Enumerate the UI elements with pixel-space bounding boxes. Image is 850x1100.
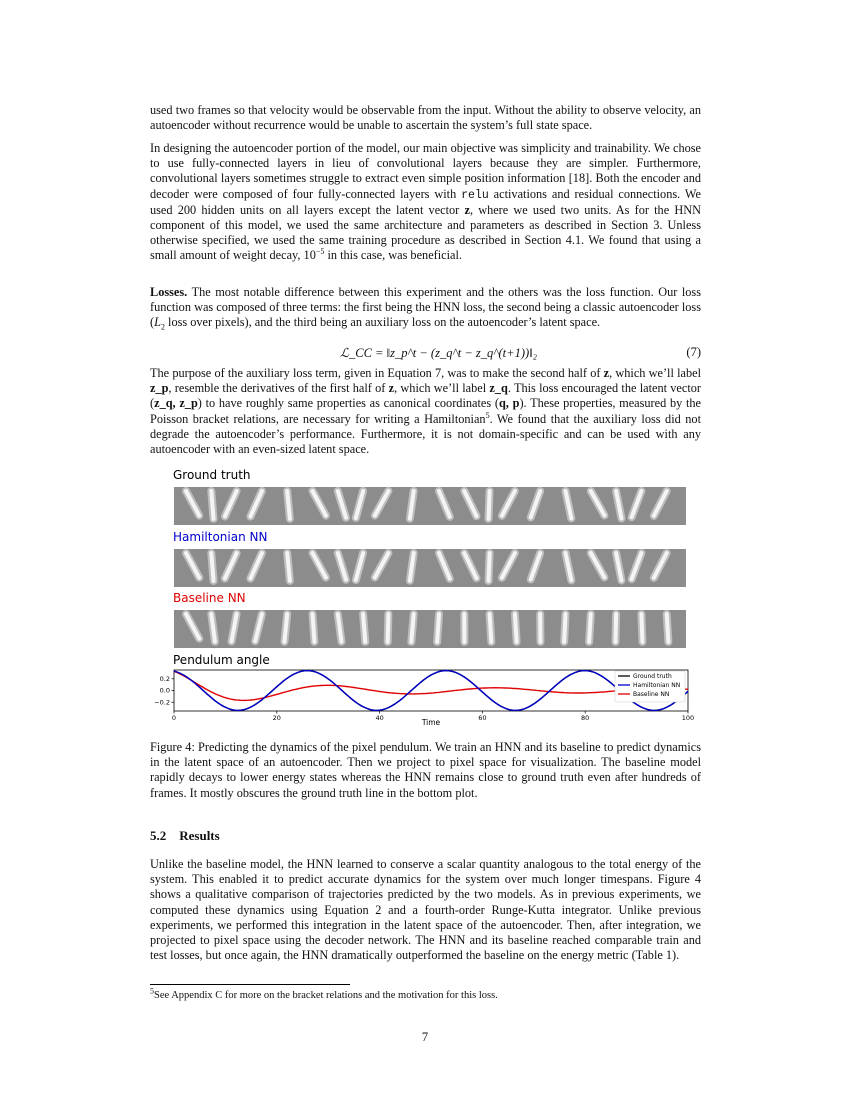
pendulum-rod bbox=[489, 491, 490, 519]
label-ground-truth: Ground truth bbox=[173, 468, 251, 482]
pendulum-rod bbox=[313, 614, 315, 642]
x-tick-label: 0 bbox=[171, 714, 177, 722]
legend-entry: Ground truth bbox=[633, 673, 672, 680]
losses-heading: Losses. bbox=[150, 285, 188, 299]
code-relu: relu bbox=[461, 188, 489, 202]
paragraph-auxiliary-loss: The purpose of the auxiliary loss term, given in Equation 7, was to make the second half of z, which we’ll label z_p, resemble the derivatives of the first half of z, which we’ll label z_q. This loss encouraged the latent vector (z_q, z_p) to have roughly same properties as canonical coordinates (q, p). These properties, measured by the Poisson bracket relations, are necessary for writing a Hamiltonian$^5$. We found that the auxiliary loss did not degrade the autoencoder’s performance. Furthermore, it is not domain-specific and can be used with any autoencoder with an even-sized latent space. bbox=[150, 366, 702, 457]
paragraph-autoencoder-design: In designing the autoencoder portion of the model, our main objective was simplicity and trainability. We chose to use fully-connected layers in lieu of convolutional layers because they are simpler. Furthermore, convolutional layers sometimes struggle to extract even simple position information [18]. Both the encoder and decoder were composed of four fully-connected layers with relu activations and residual connections. We used 200 hidden units on all layers except the latent vector z, where we used two units. As for the HNN component of this model, we used the same architecture and parameters as described in Section 3. Unless otherwise specified, we used the same training procedure as described in Section 4.1. We found that using a small amount of weight decay, $10^{-5}$ in this case, was beneficial. bbox=[150, 141, 701, 263]
series-line-hamiltonian-nn bbox=[174, 671, 688, 711]
pendulum-strip-baseline-nn bbox=[174, 610, 686, 648]
x-tick-label: 80 bbox=[581, 714, 590, 722]
equation-formula: ℒ_CC = ‖z_p^t − (z_q^t − z_q^(t+1))‖₂ bbox=[340, 346, 538, 360]
pendulum-rod bbox=[591, 553, 605, 577]
pendulum-rod bbox=[375, 553, 389, 577]
label-hamiltonian-nn: Hamiltonian NN bbox=[173, 530, 268, 544]
y-tick-label: 0.0 bbox=[159, 686, 170, 695]
pendulum-rod bbox=[437, 614, 439, 642]
pendulum-rod bbox=[313, 491, 326, 516]
label-baseline-nn: Baseline NN bbox=[173, 591, 246, 605]
series-line-ground-truth bbox=[174, 671, 688, 711]
paragraph-intro: used two frames so that velocity would be observable from the input. Without the ability to observe velocity, an autoencoder without recurrence would be unable to ascertain the system’s full state space. bbox=[150, 103, 701, 133]
pendulum-rod bbox=[667, 614, 669, 642]
pendulum-rod bbox=[641, 614, 642, 642]
pendulum-rod bbox=[411, 614, 413, 642]
page-number: 7 bbox=[421, 1030, 429, 1044]
pendulum-rod bbox=[502, 491, 515, 516]
pendulum-rod bbox=[186, 614, 199, 639]
footnote-rule bbox=[150, 984, 350, 985]
equation-number: (7) bbox=[686, 345, 701, 359]
figure-caption: Figure 4: Predicting the dynamics of the pixel pendulum. We train an HNN and its baseline to predict dynamics in the latent space of an autoencoder. Then we project to pixel space for visualization. The baseline model rapidly decays to lower energy states whereas the HNN remains close to ground truth even after hundreds of frames. It mostly obscures the ground truth line in the bottom plot. bbox=[150, 740, 701, 800]
pendulum-rod bbox=[186, 491, 199, 516]
x-tick-label: 100 bbox=[681, 714, 695, 722]
footnote: $^5$See Appendix C for more on the bracket relations and the motivation for this loss. bbox=[150, 986, 498, 1001]
pendulum-angle-plot bbox=[150, 667, 710, 729]
frames-hamiltonian-nn bbox=[174, 549, 686, 587]
pendulum-rod bbox=[211, 491, 213, 519]
plot-title: Pendulum angle bbox=[173, 653, 270, 667]
section-heading: 5.2 Results bbox=[150, 828, 220, 843]
legend-entry: Baseline NN bbox=[633, 691, 670, 698]
pendulum-rod bbox=[515, 614, 517, 642]
pendulum-rod bbox=[502, 553, 515, 578]
y-tick-label: −0.2 bbox=[154, 698, 170, 707]
pendulum-rod bbox=[616, 614, 617, 642]
pendulum-rod bbox=[591, 491, 605, 515]
frames-ground-truth bbox=[174, 487, 686, 525]
pendulum-rod bbox=[490, 614, 492, 642]
pendulum-rod bbox=[284, 614, 287, 642]
pendulum-rod bbox=[186, 553, 199, 578]
pendulum-strip-hamiltonian-nn bbox=[174, 549, 686, 587]
x-tick-label: 60 bbox=[478, 714, 487, 722]
plot-frame bbox=[174, 670, 688, 711]
pendulum-rod bbox=[287, 491, 290, 519]
pendulum-rod bbox=[589, 614, 591, 642]
legend-entry: Hamiltonian NN bbox=[633, 682, 681, 689]
pendulum-strip-ground-truth bbox=[174, 487, 686, 525]
equation-7 bbox=[150, 343, 701, 363]
pendulum-rod bbox=[375, 491, 389, 515]
pendulum-rod bbox=[287, 553, 290, 581]
pendulum-rod bbox=[564, 614, 565, 642]
pendulum-rod bbox=[489, 553, 490, 581]
x-axis-label: Time bbox=[421, 718, 441, 727]
latent-z: z bbox=[464, 202, 470, 217]
paragraph-losses: Losses. The most notable difference between this experiment and the others was the loss function. Our loss function was composed of three terms: the first being the HNN loss, the second being a classic autoencoder loss ($L_2$ loss over pixels), and the third being an auxiliary loss on the autoencoder’s latent space. bbox=[150, 285, 701, 332]
x-tick-label: 20 bbox=[272, 714, 281, 722]
pendulum-rod bbox=[363, 614, 365, 642]
pendulum-rod bbox=[313, 553, 326, 578]
y-tick-label: 0.2 bbox=[159, 674, 170, 683]
x-tick-label: 40 bbox=[375, 714, 384, 722]
paragraph-results: Unlike the baseline model, the HNN learned to conserve a scalar quantity analogous to the total energy of the system. This enabled it to predict accurate dynamics for the system over much longer timespans. Figure 4 shows a qualitative comparison of trajectories predicted by the two models. As in previous experiments, we computed these dynamics using Equation 2 and a fourth-order Runge-Kutta integrator. Unlike previous experiments, we performed this integration in the latent space of the autoencoder. Then, after integration, we projected to pixel space using the decoder network. The HNN and its baseline reached comparable train and test losses, but once again, the HNN dramatically outperformed the baseline on the energy metric (Table 1). bbox=[150, 857, 701, 963]
frames-baseline-nn bbox=[174, 610, 686, 648]
pendulum-rod bbox=[211, 553, 213, 581]
pendulum-rod bbox=[388, 614, 389, 642]
